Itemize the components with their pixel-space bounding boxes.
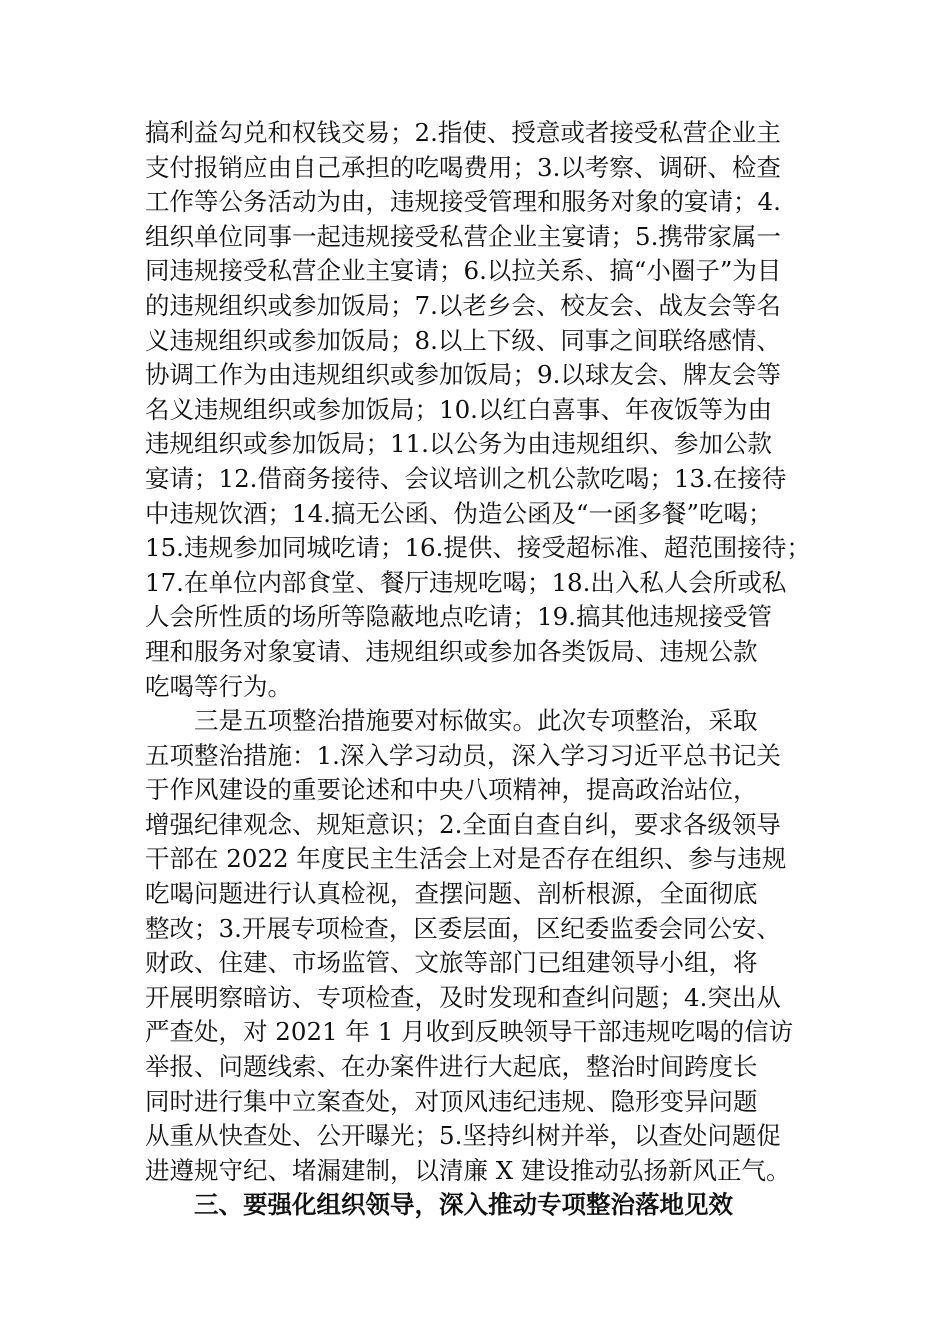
paragraph-five-measures [145, 704, 811, 1188]
text-line: 整改；3.开展专项检查，区委层面，区纪委监委会同公安、 [145, 913, 781, 943]
text-line: 吃喝等行为。 [145, 671, 292, 701]
text-line: 理和服务对象宴请、违规组织或参加各类饭局、违规公款 [145, 636, 758, 666]
text-line: 15.违规参加同城吃请；16.提供、接受超标准、超范围接待； [145, 533, 811, 563]
text-line: 宴请；12.借商务接待、会议培训之机公款吃喝；13.在接待 [145, 463, 787, 493]
text-line: 的违规组织或参加饭局；7.以老乡会、校友会、战友会等名 [145, 290, 781, 320]
text-line: 支付报销应由自己承担的吃喝费用；3.以考察、调研、检查 [145, 152, 781, 182]
document-body [145, 116, 811, 1223]
text-line: 义违规组织或参加饭局；8.以上下级、同事之间联络感情、 [145, 325, 781, 355]
text-line: 增强纪律观念、规矩意识；2.全面自查自纠，要求各级领导 [145, 809, 781, 839]
text-line: 吃喝问题进行认真检视，查摆问题、剖析根源，全面彻底 [145, 879, 758, 909]
text-line: 从重从快查处、公开曝光；5.坚持纠树并举，以查处问题促 [145, 1121, 781, 1151]
paragraph-list-of-violations [145, 116, 811, 704]
text-line: 组织单位同事一起违规接受私营企业主宴请；5.携带家属一 [145, 221, 781, 251]
text-line: 严查处，对 2021 年 1 月收到反映领导干部违规吃喝的信访 [145, 1017, 794, 1047]
text-line: 协调工作为由违规组织或参加饭局；9.以球友会、牌友会等 [145, 360, 781, 390]
text-line: 人会所性质的场所等隐蔽地点吃请；19.搞其他违规接受管 [145, 602, 772, 632]
text-line: 搞利益勾兑和权钱交易；2.指使、授意或者接受私营企业主 [145, 118, 781, 147]
text-line: 干部在 2022 年度民主生活会上对是否存在组织、参与违规 [145, 844, 787, 874]
text-line: 中违规饮酒；14.搞无公函、伪造公函及“一函多餐”吃喝； [145, 498, 773, 528]
text-line: 同时进行集中立案查处，对顶风违纪违规、隐形变异问题 [145, 1086, 758, 1116]
section-heading: 三、要强化组织领导，深入推动专项整治落地见效 [194, 1190, 733, 1220]
text-line: 五项整治措施：1.深入学习动员，深入学习习近平总书记关 [145, 740, 781, 770]
text-line: 开展明察暗访、专项检查，及时发现和查纠问题；4.突出从 [145, 982, 781, 1012]
text-line: 财政、住建、市场监管、文旅等部门已组建领导小组，将 [145, 948, 758, 978]
text-line: 三是五项整治措施要对标做实。此次专项整治，采取 [194, 706, 758, 736]
text-line: 进遵规守纪、堵漏建制，以清廉 X 建设推动弘扬新风正气。 [145, 1155, 791, 1185]
text-line: 于作风建设的重要论述和中央八项精神，提高政治站位， [145, 775, 758, 805]
text-line: 同违规接受私营企业主宴请；6.以拉关系、搞“小圈子”为目 [145, 256, 782, 286]
text-line: 17.在单位内部食堂、餐厅违规吃喝；18.出入私人会所或私 [145, 567, 787, 597]
text-line: 举报、问题线索、在办案件进行大起底，整治时间跨度长 [145, 1052, 758, 1082]
text-line: 工作等公务活动为由，违规接受管理和服务对象的宴请；4. [145, 187, 781, 217]
text-line: 名义违规组织或参加饭局；10.以红白喜事、年夜饭等为由 [145, 394, 772, 424]
text-line: 违规组织或参加饭局；11.以公务为由违规组织、参加公款 [145, 429, 772, 459]
